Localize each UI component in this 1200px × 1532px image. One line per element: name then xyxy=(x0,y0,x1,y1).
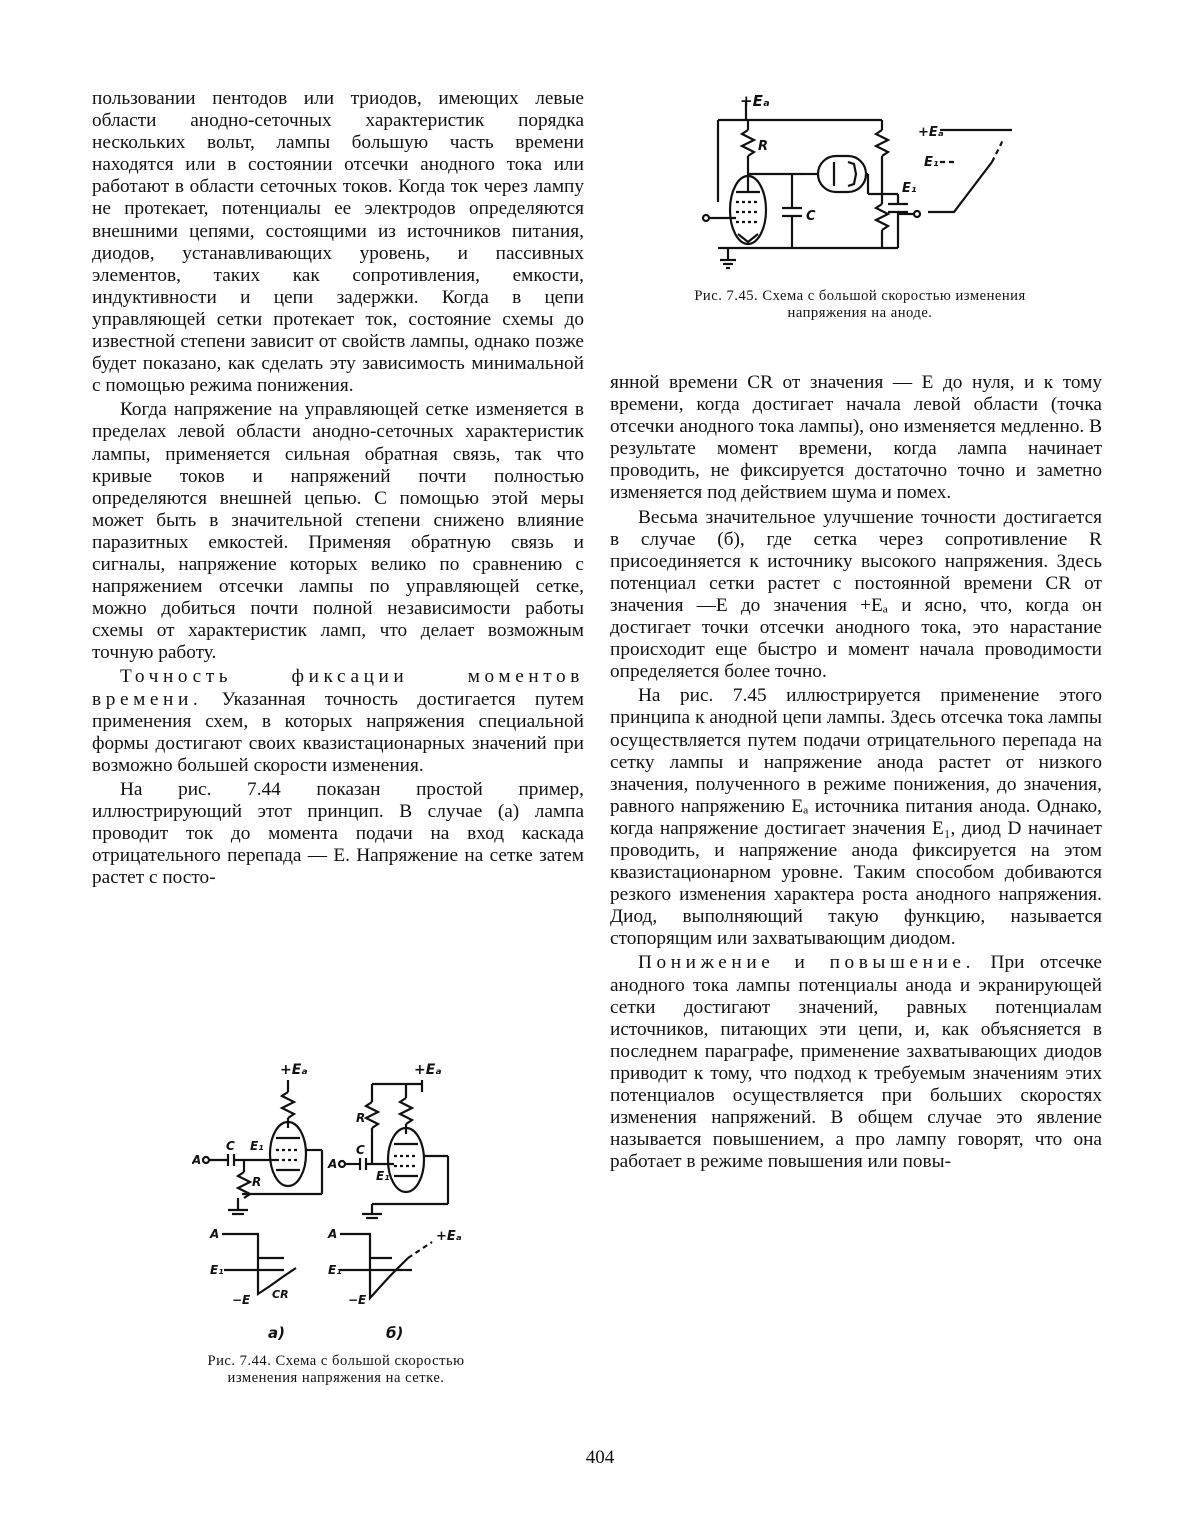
paragraph xyxy=(610,952,1102,1173)
section-heading: Понижение и повышение. xyxy=(638,952,976,974)
label-b-e1: E₁ xyxy=(376,1169,390,1183)
paragraph-text: Указанная точность достигается путем применения схем, в которых напряжения специальной формы достигают своих квазистационарных значений при возможно большей скорости изменения. xyxy=(92,688,584,776)
figure-7-44-caption: Рис. 7.44. Схема с большой скоростью изменения напряжения на сетке. xyxy=(207,1353,465,1386)
paragraph: янной времени CR от значения — Е до нуля, и к тому времени, когда достигает начала левой области (точка отсечки анодного тока лампы), оно изменяется медленно. В результате момент времени, когда лампа начинает проводить, не фиксируется достаточно точно и заметно изменяется под действием шума и помех. xyxy=(610,372,1102,504)
label-ea: +Eₐ xyxy=(740,92,770,110)
label-b-wave-ea: +Eₐ xyxy=(436,1229,462,1244)
label-case-a: a) xyxy=(268,1324,285,1342)
figure-7-44-schematic xyxy=(192,1054,482,1348)
label-a-neg-e: −E xyxy=(232,1293,251,1307)
paragraph: На рис. 7.45 иллюстрируется применение этого принципа к анодной цепи лампы. Здесь отсечка тока лампы осуществляется путем подачи отрицательного перепада на сетку лампы и напряжение анода растет от низкого значения, полученного в режиме понижения, до значения, равного напряжению Eₐ источника питания анода. Однако, когда напряжение достигает значения E₁, диод D начинает проводить, и напряжение анода фиксируется на этом квазистационарном уровне. Таким способом добиваются резкого изменения характера роста анодного напряжения. Диод, выполняющий такую функцию, называется стопорящим или захватывающим диодом. xyxy=(610,685,1102,950)
paragraph-text: При отсечке анодного тока лампы потенциалы анода и экранирующей сетки достигают значений, равных потенциалам источников, питающих эти цепи, и, как объясняется в последнем параграфе, применение захватывающих диодов приводит к тому, что подход к требуемым значениям этих потенциалов осуществляется при больших скоростях изменения напряжений. В общем случае это явление называется повышением, а про лампу говорят, что она работает в режиме повышения или повы- xyxy=(610,952,1102,1173)
label-a-e1: E₁ xyxy=(250,1139,264,1153)
label-r: R xyxy=(758,139,769,154)
paragraph: На рис. 7.44 показан простой пример, иллюстрирующий этот принцип. В случае (а) лампа проводит ток до момента подачи на вход каскада отрицательного перепада — Е. Напряжение на сетке затем растет с посто- xyxy=(92,778,584,889)
label-a-zero: A xyxy=(210,1227,220,1241)
paragraph: пользовании пентодов или триодов, имеющих левые области анодно-сеточных характеристик порядка нескольких вольт, лампы большую часть времени находятся или в состоянии отсечки анодного тока или работают в области сеточных токов. Когда ток через лампу не протекает, потенциалы ее электродов определяются внешними цепями, состоящими из источников питания, диодов, устанавливающих уровень, и пассивных элементов, таких как сопротивления, емкости, индуктивности и цепи задержки. Когда в цепи управляющей сетки протекает ток, состояние схемы до известной степени зависит от свойств лампы, однако позже будет показано, как сделать эту зависимость минимальной с помощью режима понижения. xyxy=(92,88,584,397)
label-b-e1-wave: E₁ xyxy=(328,1263,342,1277)
label-b-r: R xyxy=(356,1111,366,1125)
label-a-ea: +Eₐ xyxy=(280,1062,308,1078)
label-a-c: C xyxy=(226,1139,235,1153)
label-b-input: A xyxy=(328,1157,338,1171)
label-a-e1-wave: E₁ xyxy=(210,1263,224,1277)
label-wave-ea: +Eₐ xyxy=(918,125,944,140)
figure-7-45-schematic xyxy=(692,92,1028,282)
label-case-b: б) xyxy=(386,1324,404,1342)
label-wave-e1: E₁ xyxy=(924,155,939,170)
left-column xyxy=(92,88,584,889)
paragraph: Весьма значительное улучшение точности достигается в случае (б), где сетка через сопротивление R присоединяется к источнику высокого напряжения. Здесь потенциал сетки растет с постоянной времени CR от значения —Е до значения +Eₐ и ясно, что, когда он достигает точки отсечки анодного тока, это нарастание происходит еще быстро и момент начала проводимости определяется более точно. xyxy=(610,506,1102,683)
paragraph xyxy=(92,666,584,776)
label-b-c: C xyxy=(356,1143,365,1157)
label-b-ea: +Eₐ xyxy=(414,1062,442,1078)
label-b-neg-e: −E xyxy=(348,1293,367,1307)
label-b-zero: A xyxy=(328,1227,338,1241)
paragraph: Когда напряжение на управляющей сетке изменяется в пределах левой области анодно-сеточных характеристик лампы, применяется сильная обратная связь, так что кривые токов и напряжений почти полностью определяются внешней цепью. С помощью этой меры может быть в значительной степени снижено влияние паразитных емкостей. Применяя обратную связь и сигналы, напряжение которых велико по сравнению с напряжением отсечки лампы по управляющей сетке, можно добиться почти полной независимости работы схемы от характеристик ламп, что делает возможным точную работу. xyxy=(92,399,584,664)
page-number: 404 xyxy=(585,1447,615,1468)
figure-7-45-caption: Рис. 7.45. Схема с большой скоростью изменения напряжения на аноде. xyxy=(694,288,1026,321)
label-c: C xyxy=(806,209,816,224)
section-heading: Точность фиксации моментов времени. xyxy=(92,666,584,710)
label-a-input: A xyxy=(192,1153,202,1167)
label-a-cr: CR xyxy=(272,1288,289,1301)
label-e1: E₁ xyxy=(902,181,917,196)
right-column xyxy=(610,372,1102,1173)
label-a-r: R xyxy=(252,1175,262,1189)
